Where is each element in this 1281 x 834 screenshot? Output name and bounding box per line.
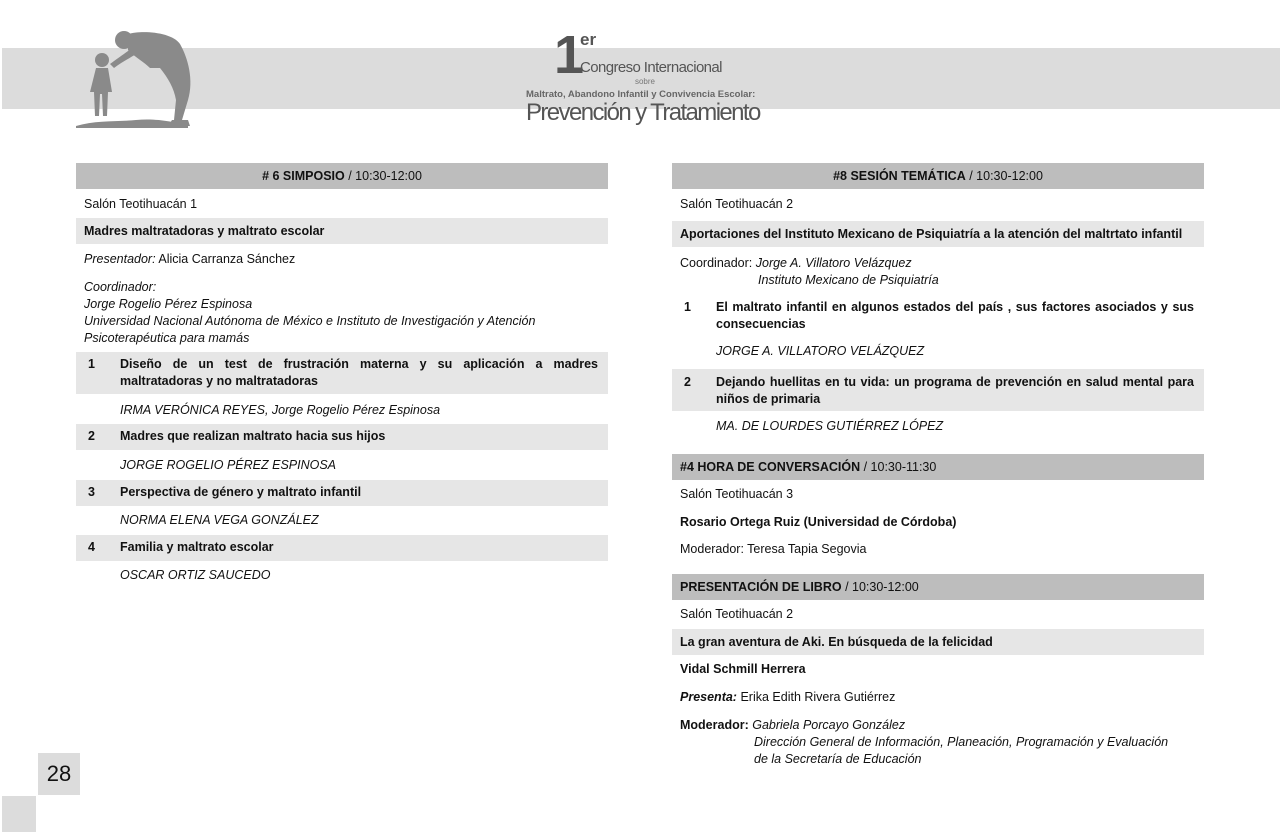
presenter [76, 251, 608, 268]
list-item [76, 424, 608, 450]
coordinator-label: Coordinador: [680, 256, 753, 270]
item-title: Perspectiva de género y maltrato infantil [120, 485, 362, 499]
session-heading [672, 574, 1204, 600]
coordinator-block [672, 255, 1204, 289]
session-title: # 6 SIMPOSIO [262, 169, 345, 183]
list-item [76, 535, 608, 561]
corner-decoration [2, 796, 36, 832]
moderator [672, 541, 1204, 558]
session-title: #8 SESIÓN TEMÁTICA [833, 169, 966, 183]
presenter-label: Presentador: [84, 252, 156, 266]
item-number: 1 [88, 357, 95, 371]
item-number: 4 [88, 540, 95, 554]
presenter [672, 689, 1204, 706]
presenter-name: Alicia Carranza Sánchez [155, 252, 296, 266]
moderator-institution-1: Dirección General de Información, Planeación, Programación y Evaluación [754, 735, 1169, 749]
room-text: Salón Teotihuacán 2 [680, 197, 794, 211]
moderator-block [672, 717, 1204, 768]
room-text: Salón Teotihuacán 2 [680, 607, 794, 621]
session-heading [672, 163, 1204, 189]
session-time: / 10:30-12:00 [841, 580, 919, 594]
topic-text: Madres maltratadoras y maltrato escolar [84, 224, 325, 238]
congress-name: Congreso Internacional [580, 59, 722, 76]
moderator-name: Gabriela Porcayo González [748, 718, 906, 732]
author-main: NORMA ELENA VEGA GONZÁLEZ [120, 513, 319, 527]
author-main: IRMA VERÓNICA REYES [120, 403, 265, 417]
author-main: JORGE ROGELIO PÉREZ ESPINOSA [120, 458, 337, 472]
congress-subtitle: Maltrato, Abandono Infantil y Convivencia Escolar: [526, 89, 756, 100]
moderator-institution-2: de la Secretaría de Educación [754, 752, 922, 766]
list-item [672, 298, 1204, 334]
session-time: / 10:30-12:00 [965, 169, 1043, 183]
room [76, 196, 608, 213]
room [672, 606, 1204, 623]
coordinator-name: Jorge Rogelio Pérez Espinosa [84, 297, 253, 311]
coordinator-institution-2: Psicoterapéutica para mamás [84, 331, 250, 345]
item-title: Madres que realizan maltrato hacia sus hijos [120, 429, 386, 443]
item-title: El maltrato infantil en algunos estados del país , sus factores asociados y sus consecuencias [716, 300, 1194, 331]
room [672, 196, 1204, 213]
author-main: OSCAR ORTIZ SAUCEDO [120, 568, 271, 582]
session-title: PRESENTACIÓN DE LIBRO [680, 580, 842, 594]
coordinator-institution: Instituto Mexicano de Psiquiatría [758, 273, 939, 287]
item-title: Familia y maltrato escolar [120, 540, 274, 554]
congress-main-title: Prevención y Tratamiento [526, 99, 760, 126]
ordinal-suffix: er [580, 30, 597, 49]
sobre-label: sobre [634, 77, 655, 86]
room-text: Salón Teotihuacán 3 [680, 487, 794, 501]
item-number: 1 [684, 300, 691, 314]
presenter-label: Presenta: [680, 690, 737, 704]
list-item [672, 369, 1204, 411]
book-title [672, 629, 1204, 655]
presenter-name: Erika Edith Rivera Gutiérrez [736, 690, 896, 704]
author-main: JORGE A. VILLATORO VELÁZQUEZ [716, 344, 925, 358]
speaker-text: Rosario Ortega Ruiz (Universidad de Córdoba) [680, 515, 957, 529]
page-number: 28 [38, 753, 80, 795]
mother-child-logo-icon [76, 28, 196, 132]
coordinator-block [76, 279, 608, 347]
book-author-text: Vidal Schmill Herrera [680, 662, 806, 676]
speaker [672, 514, 1204, 531]
session-time: / 10:30-11:30 [860, 460, 937, 474]
moderator-label: Moderador: [680, 718, 749, 732]
session-heading [672, 454, 1204, 480]
ordinal-number: 1 [554, 25, 582, 85]
session-time: / 10:30-12:00 [344, 169, 422, 183]
book-title-text: La gran aventura de Aki. En búsqueda de la felicidad [680, 635, 993, 649]
topic [76, 218, 608, 244]
room [672, 486, 1204, 503]
session-title: #4 HORA DE CONVERSACIÓN [680, 460, 861, 474]
list-item [76, 352, 608, 394]
list-item [76, 480, 608, 506]
topic-text: Aportaciones del Instituto Mexicano de Psiquiatría a la atención del maltrtato infantil [680, 227, 1183, 241]
item-number: 2 [684, 375, 691, 389]
topic [672, 221, 1204, 247]
author-rest: , Jorge Rogelio Pérez Espinosa [264, 403, 441, 417]
congress-title [520, 25, 770, 128]
item-title: Diseño de un test de frustración materna y su aplicación a madres maltratadoras y no maltratadoras [120, 357, 598, 388]
author-main: MA. DE LOURDES GUTIÉRREZ LÓPEZ [716, 419, 944, 433]
item-title: Dejando huellitas en tu vida: un programa de prevención en salud mental para niños de primaria [716, 375, 1194, 406]
session-heading [76, 163, 608, 189]
moderator-text: Moderador: Teresa Tapia Segovia [680, 542, 867, 556]
book-author [672, 661, 1204, 678]
item-number: 3 [88, 485, 95, 499]
coordinator-institution-1: Universidad Nacional Autónoma de México e Instituto de Investigación y Atención [84, 314, 536, 328]
room-text: Salón Teotihuacán 1 [84, 197, 198, 211]
coordinator-name: Jorge A. Villatoro Velázquez [752, 256, 912, 270]
item-number: 2 [88, 429, 95, 443]
coordinator-label: Coordinador: [84, 280, 157, 294]
